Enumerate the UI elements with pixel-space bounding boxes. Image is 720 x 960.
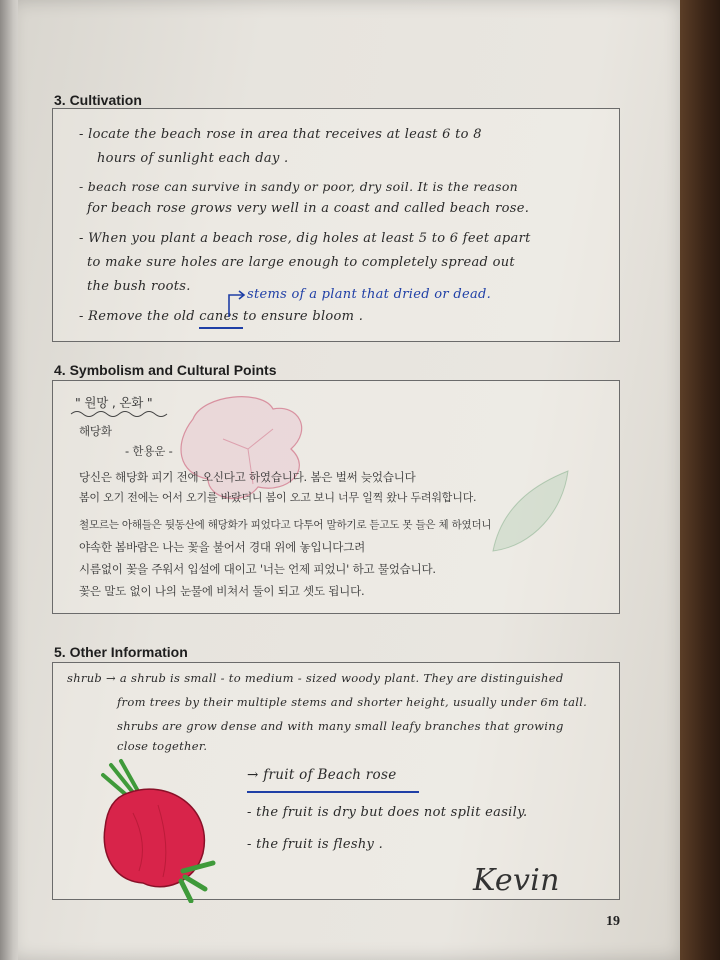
fruit-heading: → fruit of Beach rose: [247, 767, 397, 783]
table-surface: [680, 0, 720, 960]
shrub-line: shrubs are grow dense and with many small leafy branches that growing: [117, 719, 564, 733]
poem-line: 시름없이 꽃을 주워서 입설에 대이고 '너는 언제 피었니' 하고 물었습니다.: [79, 562, 436, 576]
poem-line: 꽃은 말도 없이 나의 눈물에 비쳐서 둘이 되고 셋도 됩니다.: [79, 584, 365, 598]
poem-line: 야속한 봄바람은 나는 꽃을 불어서 경대 위에 놓입니다그려: [79, 540, 366, 554]
section-title-cultivation: 3. Cultivation: [54, 92, 142, 108]
symbolism-box: [52, 380, 620, 614]
cultivation-box: [52, 108, 620, 342]
faded-leaf-sketch-icon: [473, 461, 583, 571]
shrub-line: close together.: [117, 739, 208, 753]
fruit-line: - the fruit is fleshy .: [247, 837, 384, 852]
section-title-other: 5. Other Information: [54, 644, 188, 660]
fruit-heading-underline: [247, 791, 419, 793]
page-number: 19: [606, 914, 620, 929]
symbolism-heading: " 원망 , 온화 ": [75, 395, 153, 410]
fruit-line: - the fruit is dry but does not split easily.: [247, 805, 528, 820]
shrub-line: from trees by their multiple stems and shorter height, usually under 6m tall.: [117, 695, 588, 709]
shrub-line: shrub → a shrub is small - to medium - sized woody plant. They are distinguished: [67, 671, 564, 685]
cultivation-line: - beach rose can survive in sandy or poor, dry soil. It is the reason: [79, 179, 518, 194]
poem-line: 철모르는 아해들은 뒷동산에 해당화가 피었다고 다투어 말하기로 듣고도 못 들은 체 하였더니: [79, 519, 492, 531]
canes-annotation: stems of a plant that dried or dead.: [247, 287, 492, 302]
canes-underline: [199, 327, 243, 329]
poem-line: 봄이 오기 전에는 어서 오기를 바랐더니 봄이 오고 보니 너무 일찍 왔나 두려워합니다.: [79, 491, 477, 504]
poem-title: 해당화: [79, 424, 112, 438]
poem-author: - 한용운 -: [125, 444, 173, 458]
poem-line: 당신은 해당화 피기 전에 오신다고 하였습니다. 봄은 벌써 늦었습니다: [79, 470, 416, 484]
other-info-box: [52, 662, 620, 900]
cultivation-line: the bush roots.: [87, 279, 191, 294]
wavy-underline: [69, 409, 179, 419]
cultivation-line: - When you plant a beach rose, dig holes at least 5 to 6 feet apart: [79, 231, 531, 246]
cultivation-line: to make sure holes are large enough to completely spread out: [87, 255, 515, 270]
section-title-symbolism: 4. Symbolism and Cultural Points: [54, 362, 277, 378]
cultivation-line: - Remove the old canes to ensure bloom .: [79, 309, 364, 324]
beach-rose-fruit-drawing-icon: [73, 753, 243, 903]
notebook-page: [18, 0, 690, 960]
cultivation-line: - locate the beach rose in area that receives at least 6 to 8: [79, 127, 482, 142]
cultivation-line: for beach rose grows very well in a coast and called beach rose.: [87, 201, 530, 216]
annotation-arrow-icon: [225, 289, 249, 319]
signature: Kevin: [473, 863, 560, 898]
cultivation-line: hours of sunlight each day .: [97, 151, 289, 166]
